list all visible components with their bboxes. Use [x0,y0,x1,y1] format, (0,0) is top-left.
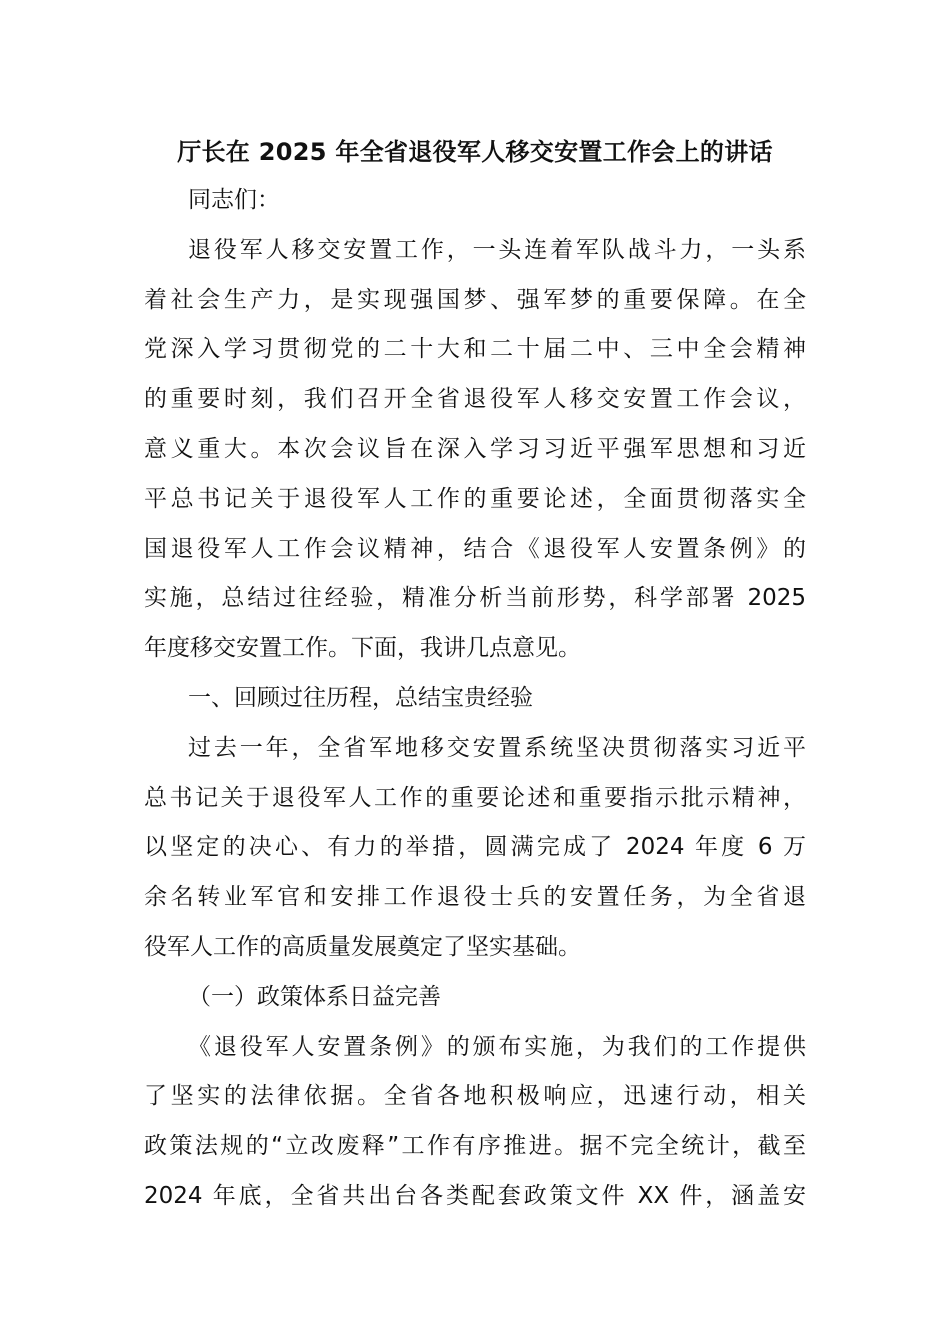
text-line: 过去一年，全省军地移交安置系统坚决贯彻落实习近平 [188,734,806,761]
text-line: 2024 年底，全省共出台各类配套政策文件 XX 件，涵盖安 [144,1182,806,1209]
text-line: 一、回顾过往历程，总结宝贵经验 [188,684,533,711]
text-line: 平总书记关于退役军人工作的重要论述，全面贯彻落实全 [144,485,806,512]
text-line: 同志们： [188,187,280,213]
text-line: 了坚实的法律依据。全省各地积极响应，迅速行动，相关 [144,1083,806,1110]
text-line: （一）政策体系日益完善 [188,983,441,1010]
text-line: 的重要时刻，我们召开全省退役军人移交安置工作会议， [144,386,806,413]
document-body [144,176,806,1222]
text-line: 余名转业军官和安排工作退役士兵的安置任务，为全省退 [144,884,806,911]
text-line: 年度移交安置工作。下面，我讲几点意见。 [144,635,581,662]
text-line: 政策法规的“立改废释”工作有序推进。据不完全统计，截至 [144,1133,806,1160]
text-line: 役军人工作的高质量发展奠定了坚实基础。 [144,933,581,960]
text-line: 以坚定的决心、有力的举措，圆满完成了 2024 年度 6 万 [144,834,806,861]
text-line: 总书记关于退役军人工作的重要论述和重要指示批示精神， [144,784,806,811]
text-line: 实施，总结过往经验，精准分析当前形势，科学部署 2025 [144,585,806,612]
document-title: 厅长在 2025 年全省退役军人移交安置工作会上的讲话 [177,138,773,166]
text-line: 着社会生产力，是实现强国梦、强军梦的重要保障。在全 [144,286,806,313]
text-line: 退役军人移交安置工作，一头连着军队战斗力，一头系 [188,236,806,263]
text-line: 国退役军人工作会议精神，结合《退役军人安置条例》的 [144,535,806,562]
text-line: 意义重大。本次会议旨在深入学习习近平强军思想和习近 [144,435,806,462]
text-line: 《退役军人安置条例》的颁布实施，为我们的工作提供 [188,1033,806,1060]
text-line: 党深入学习贯彻党的二十大和二十届二中、三中全会精神 [144,336,806,363]
